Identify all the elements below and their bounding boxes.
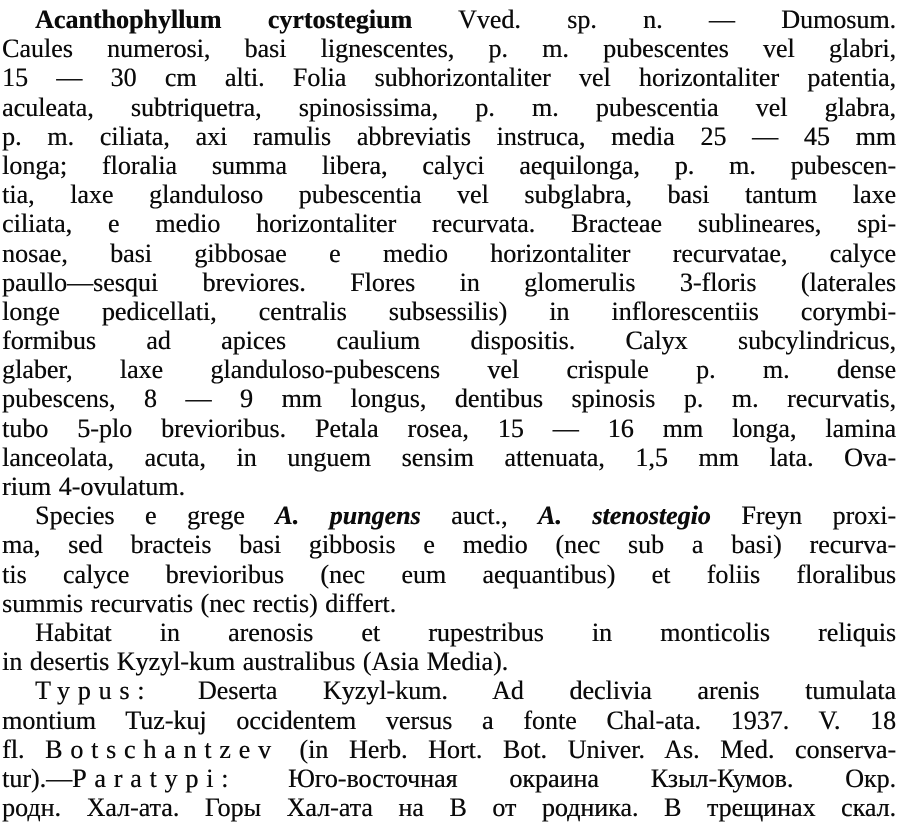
text-segment-normal: Caules numerosi, basi lignescentes, p. m. pubescentes vel glabri, [2,34,896,64]
text-segment-normal: tur).— [2,763,73,793]
text-line [2,5,896,34]
text-segment-normal: Vved. sp. n. — Dumosum. [412,5,896,34]
text-segment-normal: aculeata, subtriquetra, spinosissima, p. m. pubescentia vel glabra, [2,92,896,122]
text-line [2,530,896,559]
text-segment-normal: Freyn proxi- [710,501,896,531]
text-segment-normal: auct., [420,501,538,531]
text-segment-normal: родн. Хал-ата. Горы Хал-ата на В от родника. В трещинах скал. [2,793,896,823]
text-line [2,180,896,209]
text-line [2,414,896,443]
text-segment-normal: pubescens, 8 — 9 mm longus, dentibus spinosis p. m. recurvatis, [2,384,896,414]
text-segment-spaced: Typus: [35,676,153,706]
text-line [2,63,896,92]
text-segment-normal: nosae, basi gibbosae e medio horizontaliter recurvatae, calyce [2,238,896,268]
text-line [2,676,896,705]
text-line [2,209,896,238]
text-line [2,793,896,822]
text-segment-normal: tia, laxe glanduloso pubescentia vel subglabra, basi tantum laxe [2,180,896,210]
text-line [2,326,896,355]
text-line [2,735,896,764]
text-line [2,443,896,472]
text-line [2,647,896,676]
text-line [2,560,896,589]
text-line [2,589,896,618]
text-segment-italic: A. stenostegio [537,501,711,531]
text-segment-normal: glaber, laxe glanduloso-pubescens vel crispule p. m. dense [2,355,896,385]
text-segment-normal: ciliata, e medio horizontaliter recurvata. Bracteae sublineares, spi- [2,209,896,239]
text-segment-normal: Deserta Kyzyl-kum. Ad declivia arenis tumulata [152,676,896,706]
text-segment-normal: tubo 5-plo brevioribus. Petala rosea, 15 — 16 mm longa, lamina [2,413,896,443]
text-line [2,472,896,501]
text-segment-normal: tis calyce brevioribus (nec eum aequantibus) et foliis floralibus [2,559,896,589]
text-segment-italic: A. pungens [275,501,421,531]
text-segment-normal: formibus ad apices caulium dispositis. Calyx subcylindricus, [2,326,896,356]
text-line [2,122,896,151]
text-segment-normal: (in Herb. Hort. Bot. Univer. As. Med. conserva- [278,734,896,764]
text-line [2,151,896,180]
text-segment-normal: 15 — 30 cm alti. Folia subhorizontaliter vel horizontaliter patentia, [2,63,896,93]
text-segment-normal: in desertis Kyzyl-kum australibus (Asia Media). [2,647,509,677]
text-segment-normal: Habitat in arenosis et rupestribus in monticolis reliquis [35,617,896,647]
text-line [2,93,896,122]
text-segment-normal: rium 4-ovulatum. [2,472,185,501]
text-segment-spaced: Paratypi: [72,763,237,793]
text-segment-normal: paullo—sesqui breviores. Flores in glomerulis 3-floris (laterales [2,267,896,297]
text-segment-spaced: Botschantzev [45,734,279,764]
text-segment-normal: ma, sed bracteis basi gibbosis e medio (nec sub a basi) recurva- [2,530,896,560]
text-line [2,706,896,735]
text-segment-normal: Species e grege [35,501,276,531]
text-segment-normal: summis recurvatis (nec rectis) differt. [2,588,397,618]
text-line [2,355,896,384]
text-line [2,239,896,268]
text-segment-normal: longa; floralia summa libera, calyci aequilonga, p. m. pubescen- [2,150,896,180]
text-line [2,268,896,297]
text-line [2,297,896,326]
text-segment-normal: fl. [2,734,46,764]
text-segment-normal: p. m. ciliata, axi ramulis abbreviatis instruca, media 25 — 45 mm [2,121,896,151]
text-line [2,34,896,63]
text-segment-normal: montium Tuz-kuj occidentem versus a fonte Chal-ata. 1937. V. 18 [2,705,896,735]
text-line [2,384,896,413]
text-line [2,764,896,793]
text-segment-normal: Юго-восточная окраина Кзыл-Кумов. Окр. [236,763,896,793]
text-segment-bold: Acanthophyllum cyrtostegium [35,5,413,34]
text-line [2,501,896,530]
text-line [2,618,896,647]
text-segment-normal: lanceolata, acuta, in unguem sensim attenuata, 1,5 mm lata. Ova- [2,442,896,472]
text-segment-normal: longe pedicellati, centralis subsessilis) in inflorescentiis corymbi- [2,296,896,326]
